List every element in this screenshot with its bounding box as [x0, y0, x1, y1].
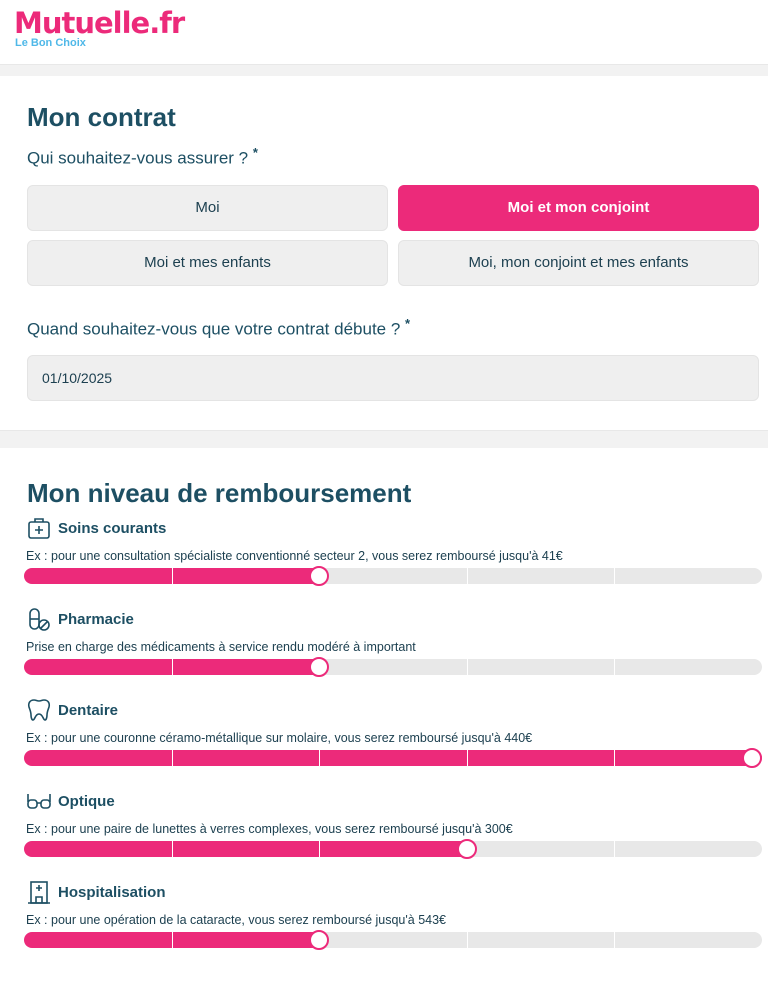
coverage-description: Ex : pour une couronne céramo-métallique sur molaire, vous serez remboursé jusqu'à 440€ — [26, 731, 533, 745]
insured-option[interactable]: Moi et mon conjoint — [398, 185, 759, 231]
coverage-level-slider[interactable] — [24, 659, 762, 675]
coverage-item — [27, 788, 758, 857]
medical-kit-icon — [26, 515, 52, 541]
hospital-icon — [26, 879, 52, 905]
slider-segment[interactable] — [24, 841, 172, 857]
slider-thumb[interactable] — [742, 748, 762, 768]
coverage-description: Ex : pour une consultation spécialiste conventionné secteur 2, vous serez remboursé jusqu'à 41€ — [26, 549, 563, 563]
coverage-level-slider[interactable] — [24, 750, 762, 766]
coverage-level-slider[interactable] — [24, 841, 762, 857]
coverage-level-slider[interactable] — [24, 568, 762, 584]
coverage-item — [27, 606, 758, 675]
slider-segment[interactable] — [468, 659, 615, 675]
coverage-description: Ex : pour une paire de lunettes à verres complexes, vous serez remboursé jusqu'à 300€ — [26, 822, 513, 836]
start-date-input[interactable]: 01/10/2025 — [27, 355, 759, 401]
insured-option[interactable]: Moi et mes enfants — [27, 240, 388, 286]
slider-segment[interactable] — [24, 568, 172, 584]
start-question: Quand souhaitez-vous que votre contrat débute ? * — [27, 315, 411, 339]
logo[interactable]: Mutuelle.fr Le Bon Choix — [14, 6, 185, 49]
slider-segment[interactable] — [320, 568, 467, 584]
coverage-description: Prise en charge des médicaments à service rendu modéré à important — [26, 640, 416, 654]
coverage-section — [0, 448, 768, 948]
slider-segment[interactable] — [24, 750, 172, 766]
slider-segment[interactable] — [615, 841, 762, 857]
slider-segment[interactable] — [320, 841, 467, 857]
tooth-icon — [26, 697, 52, 723]
slider-segment[interactable] — [468, 932, 615, 948]
coverage-label: Pharmacie — [58, 610, 134, 628]
slider-segment[interactable] — [468, 568, 615, 584]
coverage-label: Optique — [58, 792, 115, 810]
coverage-item — [27, 697, 758, 766]
slider-thumb[interactable] — [457, 839, 477, 859]
contract-section — [0, 76, 768, 430]
header — [0, 0, 768, 64]
slider-segment[interactable] — [24, 659, 172, 675]
coverage-description: Ex : pour une opération de la cataracte, vous serez remboursé jusqu'à 543€ — [26, 913, 447, 927]
slider-segment[interactable] — [615, 659, 762, 675]
coverage-item — [27, 879, 758, 948]
glasses-icon — [26, 788, 52, 814]
who-question: Qui souhaitez-vous assurer ? * — [27, 145, 258, 168]
coverage-level-slider[interactable] — [24, 932, 762, 948]
insured-option[interactable]: Moi, mon conjoint et mes enfants — [398, 240, 759, 286]
coverage-label: Dentaire — [58, 701, 119, 719]
pill-icon — [26, 606, 52, 632]
slider-segment[interactable] — [468, 841, 615, 857]
section-title: Mon contrat — [27, 102, 176, 132]
slider-segment[interactable] — [173, 659, 320, 675]
insured-option[interactable]: Moi — [27, 185, 388, 231]
divider — [0, 64, 768, 76]
slider-segment[interactable] — [320, 750, 467, 766]
slider-segment[interactable] — [173, 932, 320, 948]
coverage-label: Soins courants — [58, 519, 167, 537]
slider-segment[interactable] — [615, 750, 762, 766]
coverage-label: Hospitalisation — [58, 883, 166, 901]
divider — [0, 430, 768, 448]
slider-segment[interactable] — [320, 659, 467, 675]
coverage-item — [27, 515, 758, 584]
slider-segment[interactable] — [615, 932, 762, 948]
slider-segment[interactable] — [24, 932, 172, 948]
slider-segment[interactable] — [173, 841, 320, 857]
section-title: Mon niveau de remboursement — [27, 478, 412, 508]
slider-segment[interactable] — [468, 750, 615, 766]
slider-segment[interactable] — [615, 568, 762, 584]
slider-segment[interactable] — [173, 568, 320, 584]
slider-segment[interactable] — [173, 750, 320, 766]
slider-segment[interactable] — [320, 932, 467, 948]
